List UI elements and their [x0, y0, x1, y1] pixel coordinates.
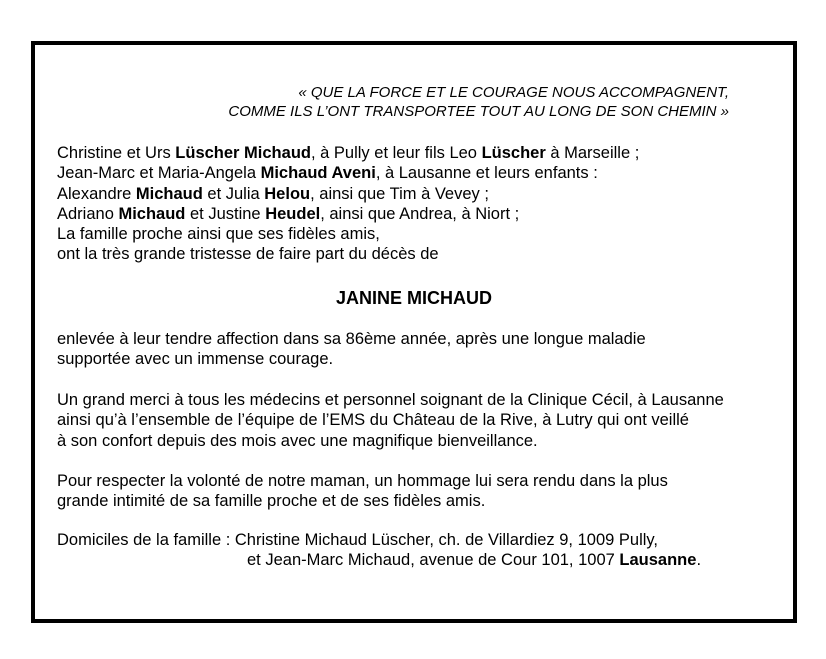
thanks-line-2: ainsi qu’à l’ensemble de l’équipe de l’EMS du Château de la Rive, à Lutry qui ont veillé [57, 411, 689, 430]
family-surname: Heudel [265, 204, 321, 223]
affection-line-2: supportée avec un immense courage. [57, 350, 334, 369]
obituary-notice [31, 41, 797, 623]
family-text: et Justine [185, 204, 266, 223]
tribute-line-1: Pour respecter la volonté de notre maman, un hommage lui sera rendu dans la plus [57, 472, 668, 490]
family-surname: Helou [264, 184, 311, 203]
family-announcement [57, 143, 639, 265]
family-line-5: La famille proche ainsi que ses fidèles amis, [57, 225, 380, 244]
thanks-paragraph [57, 390, 724, 451]
family-domicile [57, 530, 701, 571]
family-line-3 [57, 184, 639, 204]
thanks-line-3: à son confort depuis des mois avec une magnifique bienveillance. [57, 431, 538, 450]
family-surname: Michaud [135, 184, 203, 203]
family-line-2 [57, 163, 639, 183]
family-text: , à Pully et leur fils Leo [310, 144, 482, 162]
affection-line-1: enlevée à leur tendre affection dans sa 86ème année, après une longue maladie [57, 330, 646, 348]
family-text: Adriano [57, 204, 119, 223]
family-surname: Michaud [118, 204, 186, 223]
family-text: Jean-Marc et Maria-Angela [57, 164, 261, 183]
family-text: Alexandre [57, 184, 136, 203]
quote-line-2: COMME ILS L’ONT TRANSPORTEE TOUT AU LONG DE SON CHEMIN » [228, 103, 729, 120]
domicile-text: . [696, 551, 702, 570]
affection-paragraph [57, 329, 646, 370]
family-line-4 [57, 204, 639, 224]
family-text: et Julia [202, 184, 265, 203]
family-text: Christine et Urs [57, 144, 176, 162]
thanks-line-1: Un grand merci à tous les médecins et personnel soignant de la Clinique Cécil, à Lausanne [57, 391, 724, 409]
domicile-city: Lausanne [619, 551, 697, 570]
family-line-6: ont la très grande tristesse de faire part du décès de [57, 245, 439, 264]
family-surname: Lüscher [481, 144, 546, 162]
deceased-name: JANINE MICHAUD [335, 288, 492, 308]
family-text: à Marseille ; [545, 144, 640, 162]
family-text: , ainsi que Andrea, à Niort ; [320, 204, 520, 223]
domicile-line-2 [57, 550, 701, 570]
domicile-line-1: Domiciles de la famille : Christine Michaud Lüscher, ch. de Villardiez 9, 1009 Pully, [57, 531, 659, 549]
family-line-1 [57, 143, 639, 163]
family-text: , ainsi que Tim à Vevey ; [310, 184, 489, 203]
family-surname: Michaud Aveni [260, 164, 376, 183]
opening-quote [228, 83, 729, 121]
tribute-line-2: grande intimité de sa famille proche et de ses fidèles amis. [57, 492, 486, 511]
family-text: , à Lausanne et leurs enfants : [375, 164, 598, 183]
quote-line-1: « QUE LA FORCE ET LE COURAGE NOUS ACCOMPAGNENT, [298, 84, 729, 101]
family-surname: Lüscher Michaud [175, 144, 311, 162]
tribute-paragraph [57, 471, 668, 512]
domicile-text: et Jean-Marc Michaud, avenue de Cour 101, 1007 [247, 551, 620, 570]
